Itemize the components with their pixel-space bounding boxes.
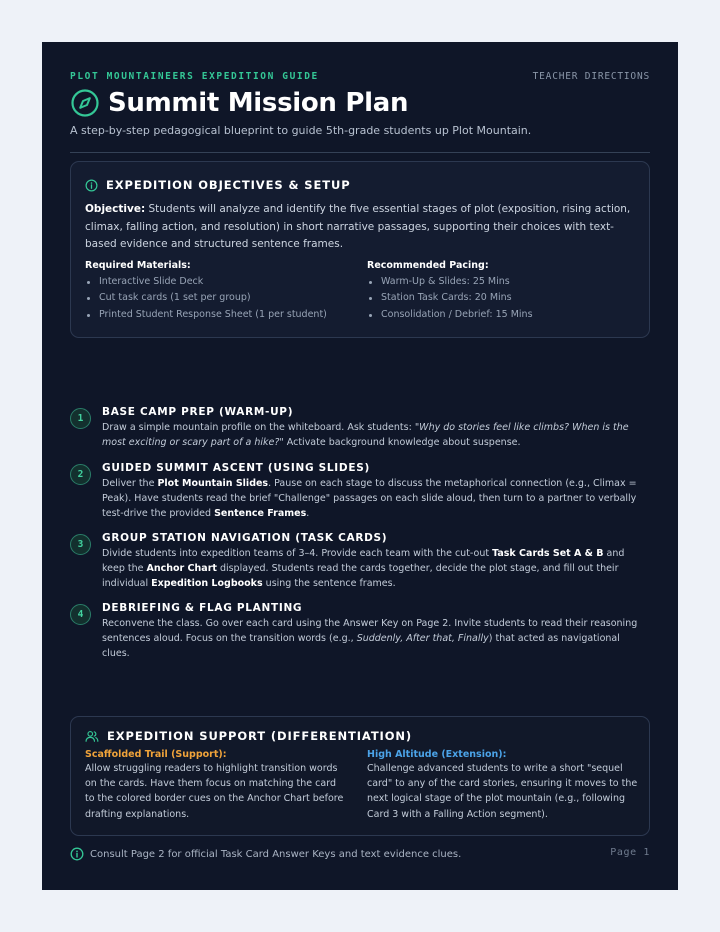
list-item: Consolidation / Debrief: 15 Mins: [367, 307, 627, 323]
step-quote: "Why do stories feel like climbs? When is the most exciting or scary part of a hike?": [102, 422, 629, 449]
title-row: [70, 88, 408, 118]
step-text: displayed. Students read the cards together, decide the plot stage, and fill out their individual: [102, 563, 619, 590]
info-icon: [85, 179, 98, 192]
step-emphasis: Anchor Chart: [146, 563, 217, 575]
step-description: [102, 420, 650, 450]
scaffolded-heading: Scaffolded Trail (Support):: [85, 749, 227, 760]
step-text: using the sentence frames.: [262, 578, 396, 590]
page-number: Page 1: [610, 847, 650, 858]
step-text: ) that acted as navigational clues.: [102, 633, 620, 660]
step-emphasis: Task Cards Set A & B: [492, 548, 604, 559]
step-text: Draw a simple mountain profile on the whiteboard. Ask students:: [102, 422, 415, 433]
list-item: Cut task cards (1 set per group): [85, 290, 345, 306]
objective-paragraph: [85, 201, 635, 254]
info-icon: [70, 847, 84, 861]
materials-heading: Required Materials:: [85, 260, 191, 271]
pacing-heading: Recommended Pacing:: [367, 260, 489, 271]
objective-text: Students will analyze and identify the five essential stages of plot (exposition, rising action, climax, falling action, and resolution) in short narrative passages, supporting their choices with text-based evidence and structured sentence frames.: [85, 203, 631, 250]
list-item: Station Task Cards: 20 Mins: [367, 290, 627, 306]
step-title: GUIDED SUMMIT ASCENT (USING SLIDES): [102, 462, 370, 474]
support-header: [85, 729, 412, 743]
step-description: [102, 476, 650, 522]
support-heading: EXPEDITION SUPPORT (DIFFERENTIATION): [107, 729, 413, 743]
step-text: Deliver the: [102, 478, 158, 489]
extension-heading: High Altitude (Extension):: [367, 749, 507, 760]
objectives-header: [85, 178, 351, 192]
page-subtitle: A step-by-step pedagogical blueprint to guide 5th-grade students up Plot Mountain.: [70, 124, 532, 137]
step-title: BASE CAMP PREP (WARM-UP): [102, 406, 294, 418]
support-card: [70, 716, 650, 836]
step-text: . Pause on each stage to discuss the metaphorical connection (e.g., Climax = Peak). Have students read the brief "Challenge" passages on each slide aloud, then turn to a partner to verbally test-drive the provided: [102, 478, 637, 520]
step-number: 3: [70, 534, 91, 555]
teacher-directions-label: TEACHER DIRECTIONS: [532, 71, 650, 82]
step-title: GROUP STATION NAVIGATION (TASK CARDS): [102, 532, 388, 544]
guide-eyebrow: PLOT MOUNTAINEERS EXPEDITION GUIDE: [70, 71, 319, 82]
compass-icon: [70, 88, 100, 118]
materials-column: [85, 260, 345, 323]
step-description: [102, 546, 650, 592]
page-title: Summit Mission Plan: [108, 88, 409, 118]
list-item: Warm-Up & Slides: 25 Mins: [367, 274, 627, 290]
users-icon: [85, 730, 99, 743]
step-emphasis: Plot Mountain Slides: [157, 478, 269, 489]
page-footer: [70, 846, 650, 862]
step-number: 4: [70, 604, 91, 625]
step-text: Activate background knowledge about suspense.: [283, 437, 521, 449]
list-item: Printed Student Response Sheet (1 per student): [85, 307, 345, 323]
step-italic: Suddenly, After that, Finally: [356, 633, 489, 645]
pacing-list: [367, 274, 627, 323]
step-text: .: [306, 508, 310, 520]
step-text: and keep the: [102, 548, 625, 575]
step-number: 2: [70, 464, 91, 485]
footer-note: Consult Page 2 for official Task Card Answer Keys and text evidence clues.: [90, 848, 462, 860]
objectives-card: [70, 161, 650, 338]
document-page: [42, 42, 678, 890]
step-emphasis: Sentence Frames: [214, 508, 307, 520]
step-number: 1: [70, 408, 91, 429]
step-text: Reconvene the class. Go over each card using the Answer Key on Page 2. Invite students to read their reasoning sentences aloud. Focus on the transition words (e.g.,: [102, 618, 638, 645]
materials-list: [85, 274, 345, 323]
pacing-column: [367, 260, 627, 323]
step-description: [102, 616, 650, 662]
extension-column: [367, 749, 639, 822]
header-divider: [70, 152, 650, 153]
scaffolded-text: Allow struggling readers to highlight transition words on the cards. Have them focus on matching the card to the colored border cues on the Anchor Chart before drafting explanations.: [85, 763, 344, 820]
extension-text: Challenge advanced students to write a short "sequel card" to any of the card stories, ensuring it moves to the next logical stage of the plot mountain (e.g., following Card 3 with a Falling Action segment).: [367, 763, 638, 820]
objective-label: Objective:: [85, 203, 146, 215]
step-title: DEBRIEFING & FLAG PLANTING: [102, 602, 303, 614]
objectives-heading: EXPEDITION OBJECTIVES & SETUP: [106, 178, 351, 192]
step-emphasis: Expedition Logbooks: [151, 578, 263, 590]
list-item: Interactive Slide Deck: [85, 274, 345, 290]
support-column: [85, 749, 347, 822]
step-text: Divide students into expedition teams of 3–4. Provide each team with the cut-out: [102, 548, 493, 559]
